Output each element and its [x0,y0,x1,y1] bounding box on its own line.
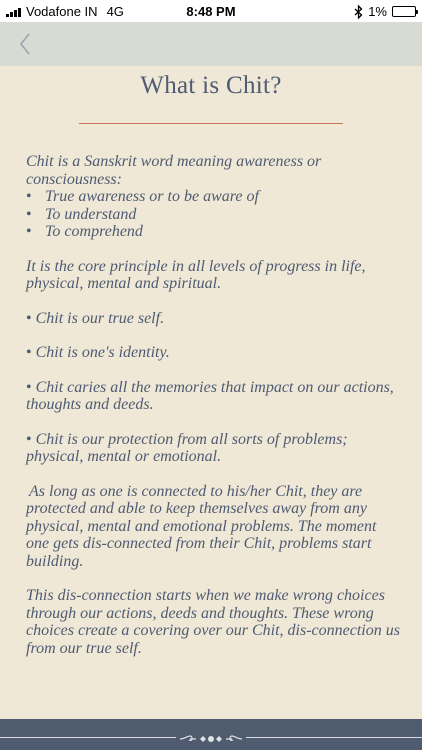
navigation-bar [0,22,422,66]
meaning-item: • True awareness or to be aware of [26,188,259,205]
bullet: • [26,205,32,223]
point-item: • Chit is our protection from all sorts of problems; physical, mental or emotional. [26,430,348,465]
bullet: • [26,223,32,240]
core-principle-text: It is the core principle in all levels of progress in life, physical, mental and spiritual. [26,257,366,292]
point-item: • Chit is one's identity. [26,344,170,361]
meaning-item: • To comprehend [26,223,143,240]
bottom-ornament-bar [0,719,422,750]
bullet: • [26,344,36,361]
bluetooth-icon [354,5,363,19]
intro-text: Chit is a Sanskrit word meaning awareness or consciousness: [26,153,322,188]
point-item: • Chit is our true self. [26,309,165,327]
decorative-flourish-icon [176,727,246,747]
meaning-item: • To understand [26,205,137,223]
status-right [354,4,416,19]
status-bar [0,0,422,22]
carrier-name: Vodafone IN [26,4,98,19]
bullet: • [26,430,36,448]
chevron-left-icon [19,33,31,55]
bullet: • [26,309,36,327]
title-divider [79,123,343,124]
battery-icon [392,6,416,17]
status-time: 8:48 PM [186,4,236,19]
battery-percent: 1% [368,4,387,19]
disconnection-paragraph: This dis-connection starts when we make wrong choices through our actions, deeds and thoughts. These wrong choices create a covering over our Chit, dis-connection us from our true self. [26,587,400,657]
point-item: • Chit caries all the memories that impact on our actions, thoughts and deeds. [26,378,394,413]
connection-paragraph: As long as one is connected to his/her Chit, they are protected and able to keep themselves away from any physical, mental and emotional problems. The moment one gets dis-connected from their Chit, problems start building. [26,482,377,570]
page-title: What is Chit? [140,72,282,99]
bullet: • [26,378,36,396]
back-button[interactable] [14,29,36,59]
article-body [26,153,401,657]
network-type: 4G [106,4,124,19]
bullet: • [26,188,32,205]
